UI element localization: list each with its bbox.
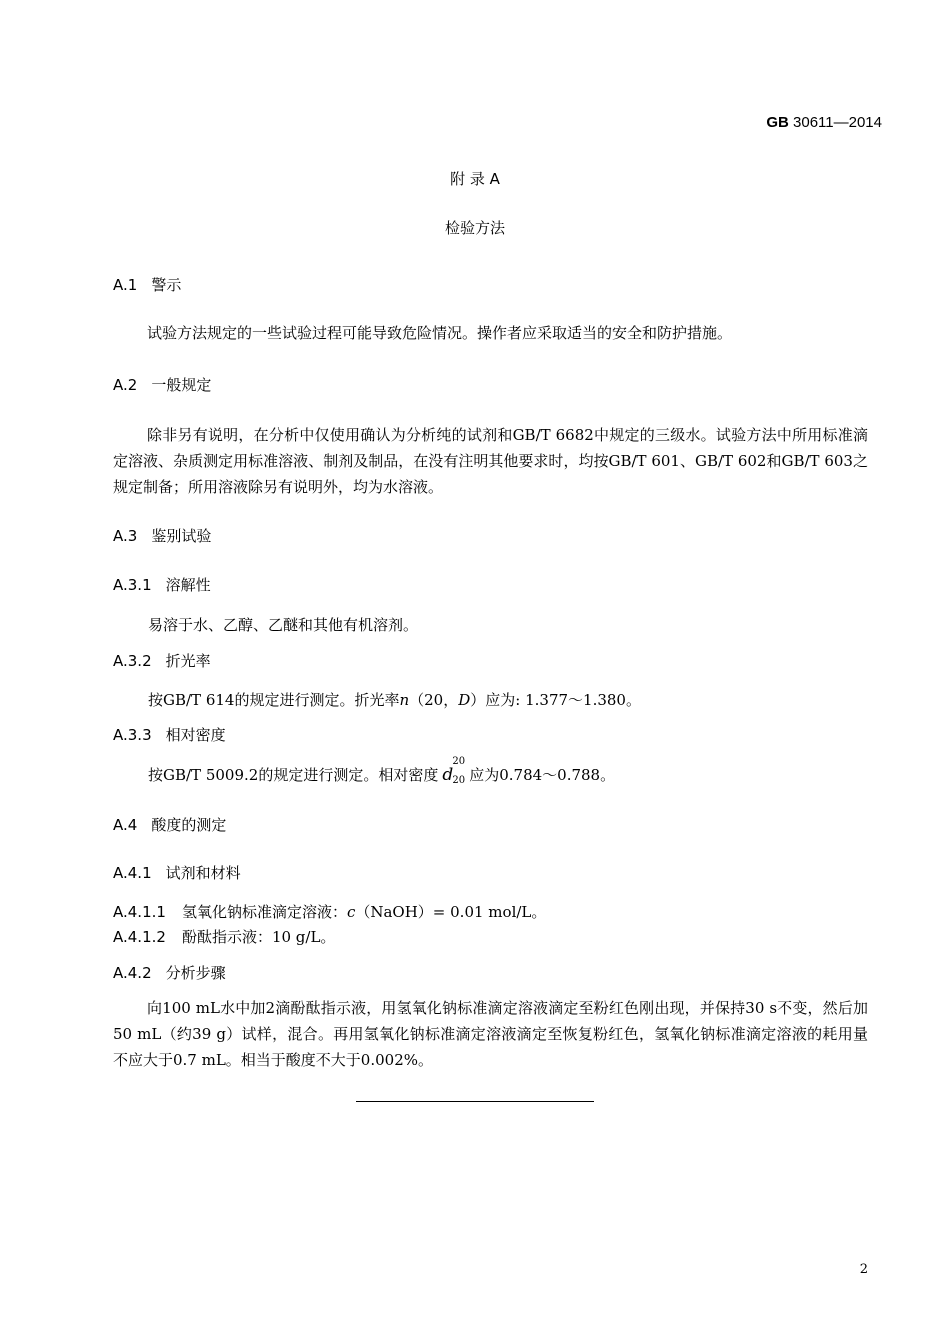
- heading-a4: A.4 酸度的测定: [113, 816, 227, 834]
- page-number: 2: [859, 1262, 868, 1277]
- appendix-subtitle: 检验方法: [444, 219, 505, 237]
- item-a412: A.4.1.2 酚酞指示液：10 g/L。: [113, 928, 336, 946]
- heading-a31: A.3.1 溶解性: [113, 576, 211, 594]
- paragraph-a32: 按GB/T 614的规定进行测定。折光率n（20，D）应为: 1.377～1.380。: [148, 691, 641, 709]
- heading-a2: A.2 一般规定: [113, 376, 212, 394]
- paragraph-a2: 除非另有说明，在分析中仅使用确认为分析纯的试剂和GB/T 6682中规定的三级水。试验方法中所用标准滴定溶液、杂质测定用标准溶液、制剂及制品，在没有注明其他要求时，均按GB/T 601、GB/T 602和GB/T 603之规定制备；所用溶液除另有说明外，均为水溶液。: [113, 426, 868, 496]
- paragraph-a33: 按GB/T 5009.2的规定进行测定。相对密度 d 20 20 应为0.784～0.788。: [148, 756, 616, 786]
- appendix-title: 附 录 A: [450, 170, 500, 188]
- paragraph-a31: 易溶于水、乙醇、乙醚和其他有机溶剂。: [148, 616, 419, 634]
- heading-a33: A.3.3 相对密度: [113, 726, 226, 744]
- standard-number: GB 30611—2014: [766, 114, 882, 131]
- relative-density-symbol: d 20 20: [442, 756, 466, 786]
- heading-a42: A.4.2 分析步骤: [113, 964, 226, 982]
- item-a411: A.4.1.1 氢氧化钠标准滴定溶液：c（NaOH）= 0.01 mol/L。: [113, 903, 547, 921]
- heading-a32: A.3.2 折光率: [113, 652, 211, 670]
- heading-a41: A.4.1 试剂和材料: [113, 864, 241, 882]
- paragraph-a42: 向100 mL水中加2滴酚酞指示液，用氢氧化钠标准滴定溶液滴定至粉红色刚出现，并保持30 s不变，然后加50 mL（约39 g）试样，混合。再用氢氧化钠标准滴定溶液滴定至恢复粉红色，氢氧化钠标准滴定溶液的耗用量不应大于0.7 mL。相当于酸度不大于0.002%。: [113, 999, 868, 1069]
- heading-a1: A.1 警示: [113, 276, 182, 294]
- end-rule: [356, 1101, 594, 1102]
- paragraph-a1: 试验方法规定的一些试验过程可能导致危险情况。操作者应采取适当的安全和防护措施。: [147, 324, 733, 342]
- heading-a3: A.3 鉴别试验: [113, 527, 212, 545]
